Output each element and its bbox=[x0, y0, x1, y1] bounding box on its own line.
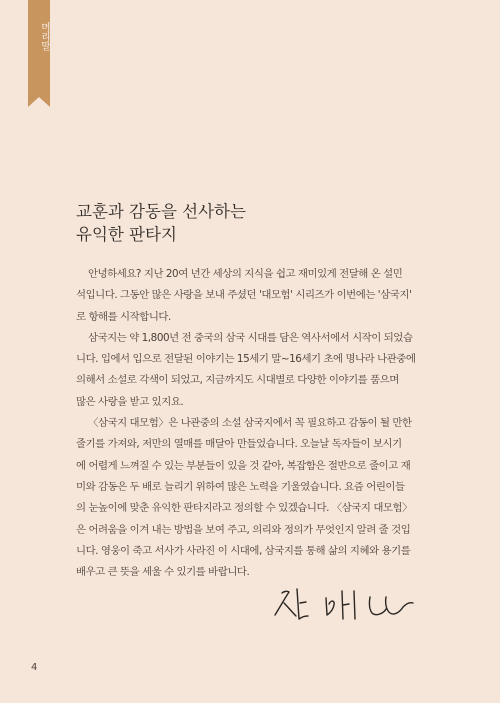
body-line: 은 어려움을 이겨 내는 방법을 보여 주고, 의리와 정의가 무엇인지 알려 줄 것입 bbox=[76, 523, 411, 536]
page-number: 4 bbox=[31, 662, 38, 673]
body-line: 니다. 입에서 입으로 전달된 이야기는 15세기 말~16세기 초에 명나라 나관중에 bbox=[76, 353, 416, 366]
body-line: 석입니다. 그동안 많은 사랑을 보내 주셨던 '대모험' 시리즈가 이번에는 '삼국지' bbox=[76, 289, 412, 302]
body-line: 의해서 소설로 각색이 되었고, 지금까지도 시대별로 다양한 이야기를 품으며 bbox=[76, 374, 399, 387]
page-title bbox=[76, 200, 436, 246]
preface-body bbox=[76, 264, 440, 583]
body-line: 〈삼국지 대모험〉은 나관중의 소설 삼국지에서 꼭 필요하고 감동이 될 만한 bbox=[88, 417, 412, 430]
title-line-1: 교훈과 감동을 선사하는 bbox=[76, 202, 246, 221]
body-line: 에 어렵게 느껴질 수 있는 부분들이 있을 것 같아, 복잡함은 절반으로 줄이고 재 bbox=[76, 459, 411, 472]
title-line-2: 유익한 판타지 bbox=[76, 225, 177, 244]
body-line: 로 항해를 시작합니다. bbox=[76, 310, 171, 323]
section-ribbon-label: 머리말 bbox=[39, 22, 50, 51]
section-ribbon bbox=[28, 0, 50, 97]
body-line: 많은 사랑을 받고 있지요. bbox=[76, 395, 184, 408]
body-line: 삼국지는 약 1,800년 전 중국의 삼국 시대를 담은 역사서에서 시작이 되었습 bbox=[88, 331, 413, 344]
body-line: 배우고 큰 뜻을 세울 수 있기를 바랍니다. bbox=[76, 566, 250, 579]
handwritten-signature bbox=[272, 583, 422, 631]
body-line: 안녕하세요? 지난 20여 년간 세상의 지식을 쉽고 재미있게 전달해 온 설민 bbox=[88, 268, 403, 280]
body-line: 줄기를 가져와, 저만의 열매를 매달아 만들었습니다. 오늘날 독자들이 보시기 bbox=[76, 438, 402, 451]
body-line: 미와 감동은 두 배로 늘리기 위하여 많은 노력을 기울였습니다. 요즘 어린이들 bbox=[76, 480, 405, 493]
body-line: 니다. 영웅이 죽고 서사가 사라진 이 시대에, 삼국지를 통해 삶의 지혜와 용기를 bbox=[76, 544, 411, 557]
body-line: 의 눈높이에 맞춘 유익한 판타지라고 정의할 수 있겠습니다. 〈삼국지 대모험〉 bbox=[76, 502, 413, 515]
